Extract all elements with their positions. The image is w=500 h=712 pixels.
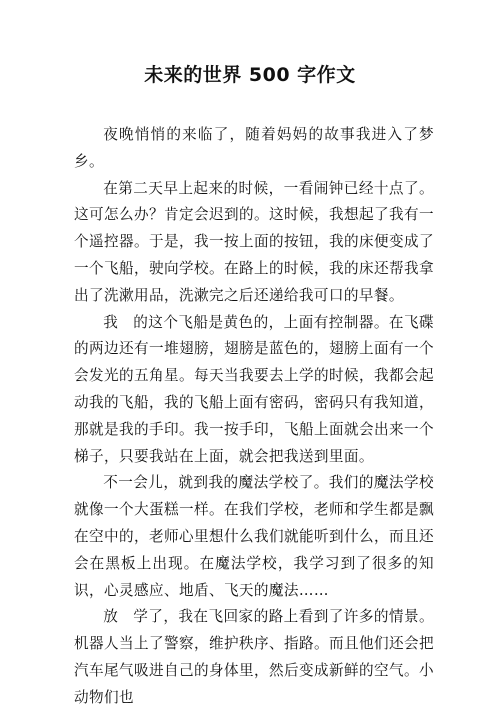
paragraph: 在第二天早上起来的时候，一看闹钟已经十点了。这可怎么办？肯定会迟到的。这时候，我想起了我有一个遥控器。于是，我一按上面的按钮，我的床便变成了一个飞船，驶向学校。在路上的时候，我的床还帮我拿出了洗漱用品，洗漱完之后还递给我可口的早餐。: [74, 179, 434, 304]
paragraph: 我 的这个飞船是黄色的，上面有控制器。在飞碟的两边还有一堆翅膀，翅膀是蓝色的，翅膀上面有一个会发光的五角星。每天当我要去上学的时候，我都会起动我的飞船，我的飞船上面有密码，密码只有我知道，那就是我的手印。我一按手印，飞船上面就会出来一个梯子，只要我站在上面，就会把我送到里面。: [74, 313, 434, 465]
page-title: 未来的世界 500 字作文: [144, 64, 356, 86]
paragraph: 放 学了，我在飞回家的路上看到了许多的情景。机器人当上了警察，维护秩序、指路。而且他们还会把汽车尾气吸进自己的身体里，然后变成新鲜的空气。小动物们也: [74, 608, 434, 706]
essay-body: [74, 122, 434, 712]
paragraph: 不一会儿，就到我的魔法学校了。我们的魔法学校就像一个大蛋糕一样。在我们学校，老师和学生都是飘在空中的，老师心里想什么我们就能听到什么，而且还会在黑板上出现。在魔法学校，我学习到了很多的知识，心灵感应、地盾、飞天的魔法……: [74, 474, 434, 599]
paragraph: 夜晚悄悄的来临了，随着妈妈的故事我进入了梦乡。: [74, 126, 434, 170]
